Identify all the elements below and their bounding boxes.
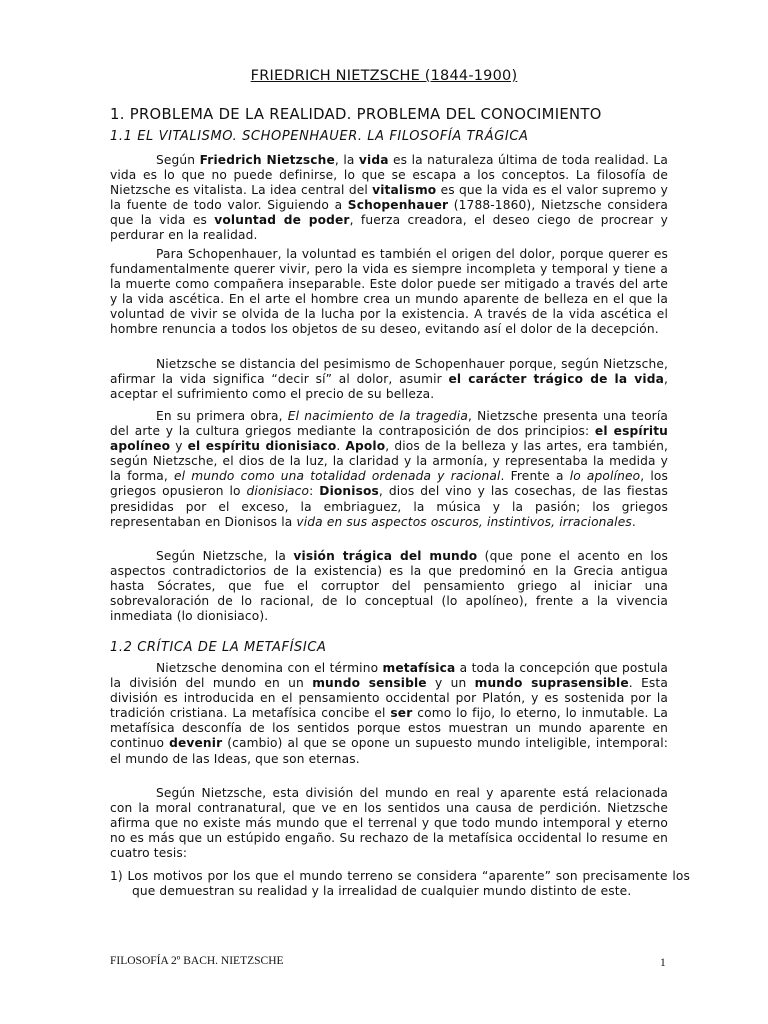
paragraph-2: Para Schopenhauer, la voluntad es también el origen del dolor, porque querer es fundamentalmente querer vivir, pero la vida es siempre incompleta y temporal y tiene a la muerte como compañera inseparable. Este dolor puede ser mitigado a través del arte y la vida ascética. En el arte el hombre crea un mundo aparente de belleza en el que la voluntad de vivir se olvida de la lucha por la existencia. A través de la vida ascética el hombre renuncia a todos los objetos de su deseo, evitando así el dolor de la decepción. xyxy=(110,247,668,337)
paragraph-3: Nietzsche se distancia del pesimismo de Schopenhauer porque, según Nietzsche, afirmar la vida significa “decir sí” al dolor, asumir el carácter trágico de la vida, aceptar el sufrimiento como el precio de su belleza. xyxy=(110,357,668,402)
paragraph-6: Nietzsche denomina con el término metafísica a toda la concepción que postula la división del mundo en un mundo sensible y un mundo suprasensible. Esta división es introducida en el pensamiento occidental por Platón, y es sostenida por la tradición cristiana. La metafísica concibe el ser como lo fijo, lo eterno, lo inmutable. La metafísica desconfía de los sentidos porque estos muestran un mundo aparente en continuo devenir (cambio) al que se opone un supuesto mundo inteligible, intemporal: el mundo de las Ideas, que son eternas. xyxy=(110,661,668,766)
subsection-heading-1-1: 1.1 EL VITALISMO. SCHOPENHAUER. LA FILOSOFÍA TRÁGICA xyxy=(110,129,529,144)
paragraph-4: En su primera obra, El nacimiento de la tragedia, Nietzsche presenta una teoría del arte y la cultura griegos mediante la contraposición de dos principios: el espíritu apolíneo y el espíritu dionisiaco. Apolo, dios de la belleza y las artes, era también, según Nietzsche, el dios de la luz, la claridad y la armonía, y representaba la medida y la forma, el mundo como una totalidad ordenada y racional. Frente a lo apolíneo, los griegos opusieron lo dionisiaco: Dionisos, dios del vino y las cosechas, de las fiestas presididas por el exceso, la embriaguez, la música y la pasión; los griegos representaban en Dionisos la vida en sus aspectos oscuros, instintivos, irracionales. xyxy=(110,409,668,529)
paragraph-5: Según Nietzsche, la visión trágica del mundo (que pone el acento en los aspectos contradictorios de la existencia) es la que predominó en la Grecia antigua hasta Sócrates, que fue el corruptor del pensamiento griego al iniciar una sobrevaloración de lo racional, de lo conceptual (lo apolíneo), frente a la vivencia inmediata (lo dionisiaco). xyxy=(110,549,668,624)
footer-course-label: FILOSOFÍA 2º BACH. NIETZSCHE xyxy=(110,955,284,967)
list-item-1: 1) Los motivos por los que el mundo terreno se considera “aparente” son precisamente los que demuestran su realidad y la irrealidad de cualquier mundo distinto de este. xyxy=(110,869,690,899)
section-heading-1: 1. PROBLEMA DE LA REALIDAD. PROBLEMA DEL CONOCIMIENTO xyxy=(110,106,602,123)
subsection-heading-1-2: 1.2 CRÍTICA DE LA METAFÍSICA xyxy=(110,640,327,655)
paragraph-1: Según Friedrich Nietzsche, la vida es la naturaleza última de toda realidad. La vida es lo que no puede definirse, lo que se escapa a los conceptos. La filosofía de Nietzsche es vitalista. La idea central del vitalismo es que la vida es el valor supremo y la fuente de todo valor. Siguiendo a Schopenhauer (1788-1860), Nietzsche considera que la vida es voluntad de poder, fuerza creadora, el deseo ciego de procrear y perdurar en la realidad. xyxy=(110,153,669,243)
document-title: FRIEDRICH NIETZSCHE (1844-1900) xyxy=(250,68,518,84)
paragraph-7: Según Nietzsche, esta división del mundo en real y aparente está relacionada con la moral contranatural, que ve en los sentidos una causa de perdición. Nietzsche afirma que no existe más mundo que el terrenal y que todo mundo intemporal y eterno no es más que un estúpido engaño. Su rechazo de la metafísica occidental lo resume en cuatro tesis: xyxy=(110,786,668,861)
page-number: 1 xyxy=(660,957,666,969)
